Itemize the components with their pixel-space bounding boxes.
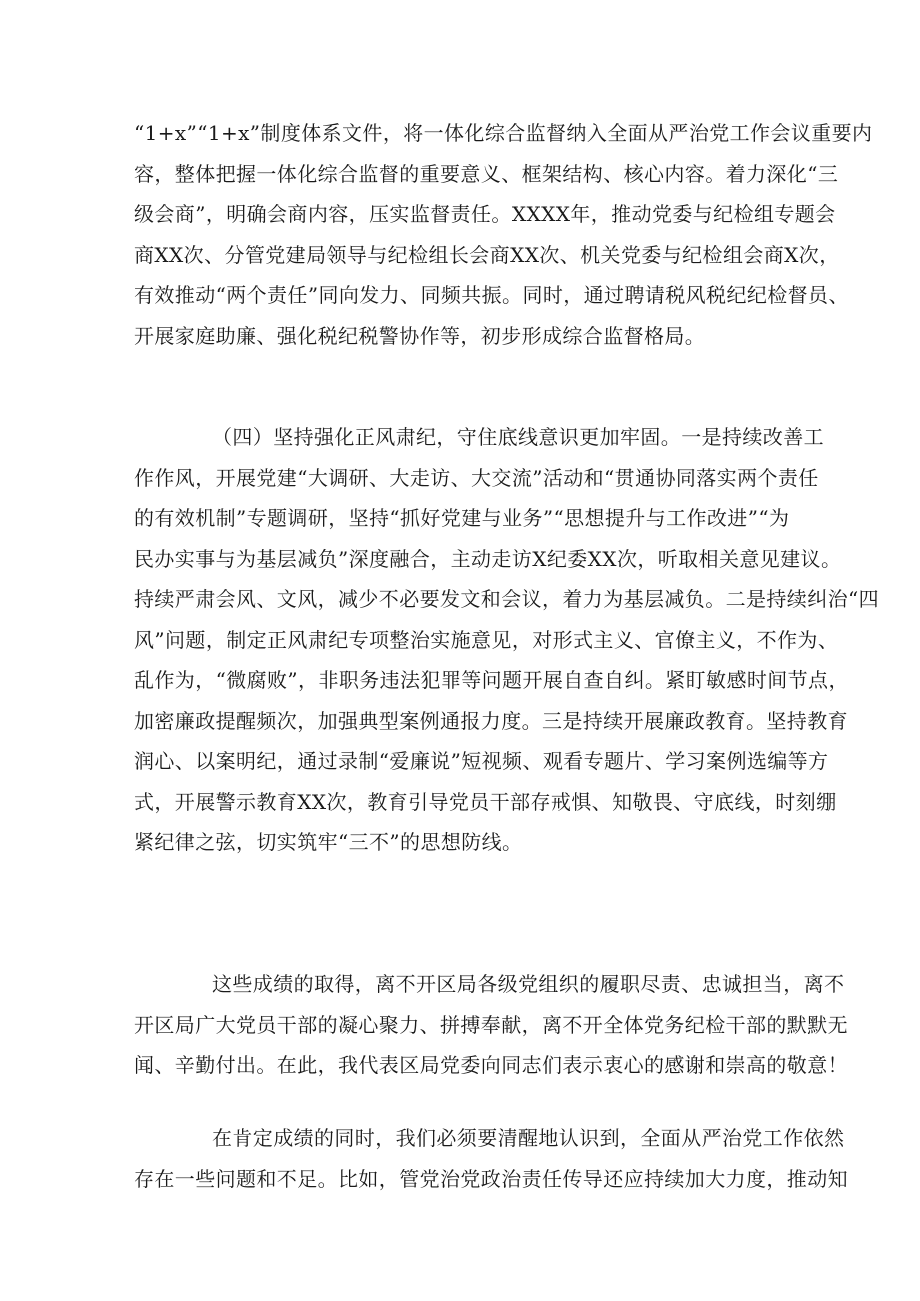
- text-line: 这些成绩的取得，离不开区局各级党组织的履职尽责、忠诚担当，离不: [212, 972, 845, 996]
- text-line: 的有效机制”专题调研，坚持“抓好党建与业务”“思想提升与工作改进”“为: [134, 506, 790, 530]
- text-line: 商XX次、分管党建局领导与纪检组长会商XX次、机关党委与纪检组会商X次，: [134, 242, 840, 267]
- text-line: 开区局广大党员干部的凝心聚力、拼搏奉献，离不开全体党务纪检干部的默默无: [134, 1012, 848, 1037]
- text-line: 级会商”，明确会商内容，压实监督责任。XXXX年，推动党委与纪检组专题会: [134, 202, 836, 226]
- text-line: 在肯定成绩的同时，我们必须要清醒地认识到，全面从严治党工作依然: [212, 1126, 845, 1150]
- text-line: 容，整体把握一体化综合监督的重要意义、框架结构、核心内容。着力深化“三: [134, 161, 839, 186]
- text-line: 开展家庭助廉、强化税纪税警协作等，初步形成综合监督格局。: [134, 323, 706, 348]
- paragraph-problems: [134, 1118, 848, 1199]
- text-line: “1+x”“1+x”制度体系文件，将一体化综合监督纳入全面从严治党工作会议重要内: [134, 121, 873, 145]
- text-line: 民办实事与为基层减负”深度融合，主动走访X纪委XX次，听取相关意见建议。: [134, 546, 842, 571]
- text-line: 有效推动“两个责任”同向发力、同频共振。同时，通过聘请税风税纪纪检督员、: [134, 283, 849, 307]
- paragraph-gratitude: [134, 964, 848, 1086]
- text-line: 持续严肃会风、文风，减少不必要发文和会议，着力为基层减负。二是持续纠治“四: [134, 587, 880, 611]
- text-line: 润心、以案明纪，通过录制“爱廉说”短视频、观看专题片、学习案例选编等方: [134, 749, 829, 773]
- text-line: 加密廉政提醒频次，加强典型案例通报力度。三是持续开展廉政教育。坚持教育: [134, 708, 848, 733]
- text-line: 作作风，开展党建“大调研、大走访、大交流”活动和“贯通协同落实两个责任: [134, 465, 819, 490]
- text-line: 闻、辛勤付出。在此，我代表区局党委向同志们表示衷心的感谢和崇高的敬意！: [134, 1053, 848, 1077]
- text-line: 乱作为，“微腐败”，非职务违法犯罪等问题开展自查自纠。紧盯敏感时间节点，: [134, 668, 849, 692]
- text-line: 存在一些问题和不足。比如，管党治党政治责任传导还应持续加大力度，推动知: [134, 1166, 848, 1191]
- text-line: 式，开展警示教育XX次，教育引导党员干部存戒惧、知敬畏、守底线，时刻绷: [134, 789, 837, 814]
- paragraph-supervision: [134, 113, 873, 356]
- text-line: 紧纪律之弦，切实筑牢“三不”的思想防线。: [134, 830, 523, 854]
- text-line: （四）坚持强化正风肃纪，守住底线意识更加牢固。一是持续改善工: [212, 425, 824, 449]
- paragraph-discipline: [134, 417, 880, 863]
- text-line: 风”问题，制定正风肃纪专项整治实施意见，对形式主义、官僚主义，不作为、: [134, 627, 839, 652]
